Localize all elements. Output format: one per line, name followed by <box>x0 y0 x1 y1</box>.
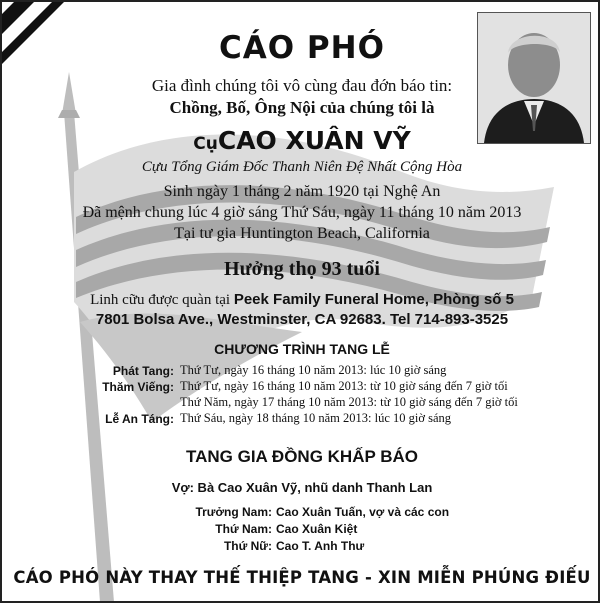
program-heading: CHƯƠNG TRÌNH TANG LỄ <box>214 341 390 357</box>
death-line: Đã mệnh chung lúc 4 giờ sáng Thứ Sáu, ngày 11 tháng 10 năm 2013 <box>82 204 522 221</box>
family-member-label: Thứ Nữ: <box>223 539 272 553</box>
funeral-prefix: Linh cữu được quàn tại <box>90 292 231 308</box>
schedule-text: Thứ Tư, ngày 16 tháng 10 năm 2013: từ 10 giờ sáng đến 7 giờ tối <box>180 379 508 393</box>
intro-line-2: Chồng, Bố, Ông Nội của chúng tôi là <box>169 98 435 117</box>
name-text: CAO XUÂN VỸ <box>217 126 411 155</box>
birth-line: Sinh ngày 1 tháng 2 năm 1920 tại Nghệ An <box>163 183 441 200</box>
wife-line: Vợ: Bà Cao Xuân Vỹ, nhũ danh Thanh Lan <box>171 480 433 495</box>
notice-title: CÁO PHÓ <box>219 30 385 66</box>
funeral-home-name: Peek Family Funeral Home, Phòng số 5 <box>233 291 514 308</box>
family-member-label: Trưởng Nam: <box>195 505 272 519</box>
family-heading: TANG GIA ĐỒNG KHẤP BÁO <box>185 447 419 466</box>
family-member-name: Cao Xuân Kiệt <box>276 522 358 536</box>
funeral-home-line <box>2 291 600 309</box>
schedule-label: Lễ An Táng: <box>105 412 174 426</box>
family-member-name: Cao Xuân Tuấn, vợ và các con <box>276 505 450 519</box>
footer-note: CÁO PHÓ NÀY THAY THẾ THIỆP TANG - XIN MIỄN PHÚNG ĐIẾU <box>13 568 591 587</box>
intro-line-1: Gia đình chúng tôi vô cùng đau đớn báo tin: <box>151 76 453 95</box>
schedule-label: Thăm Viếng: <box>102 380 174 394</box>
place-line: Tại tư gia Huntington Beach, California <box>174 225 430 242</box>
schedule-text: Thứ Năm, ngày 17 tháng 10 năm 2013: từ 10 giờ sáng đến 7 giờ tối <box>180 395 518 409</box>
age-line: Hưởng thọ 93 tuổi <box>224 258 380 280</box>
schedule-text: Thứ Tư, ngày 16 tháng 10 năm 2013: lúc 10 giờ sáng <box>180 363 447 377</box>
name-prefix: Cụ <box>193 134 218 154</box>
deceased-name <box>2 126 600 155</box>
schedule-label: Phát Tang: <box>112 364 174 378</box>
schedule-text: Thứ Sáu, ngày 18 tháng 10 năm 2013: lúc 10 giờ sáng <box>180 411 451 425</box>
family-member-name: Cao T. Anh Thư <box>276 539 365 553</box>
family-member-label: Thứ Nam: <box>215 522 272 536</box>
funeral-address-line: 7801 Bolsa Ave., Westminster, CA 92683. Tel 714-893-3525 <box>95 311 509 328</box>
deceased-role: Cựu Tổng Giám Đốc Thanh Niên Đệ Nhất Cộng Hòa <box>141 159 463 175</box>
